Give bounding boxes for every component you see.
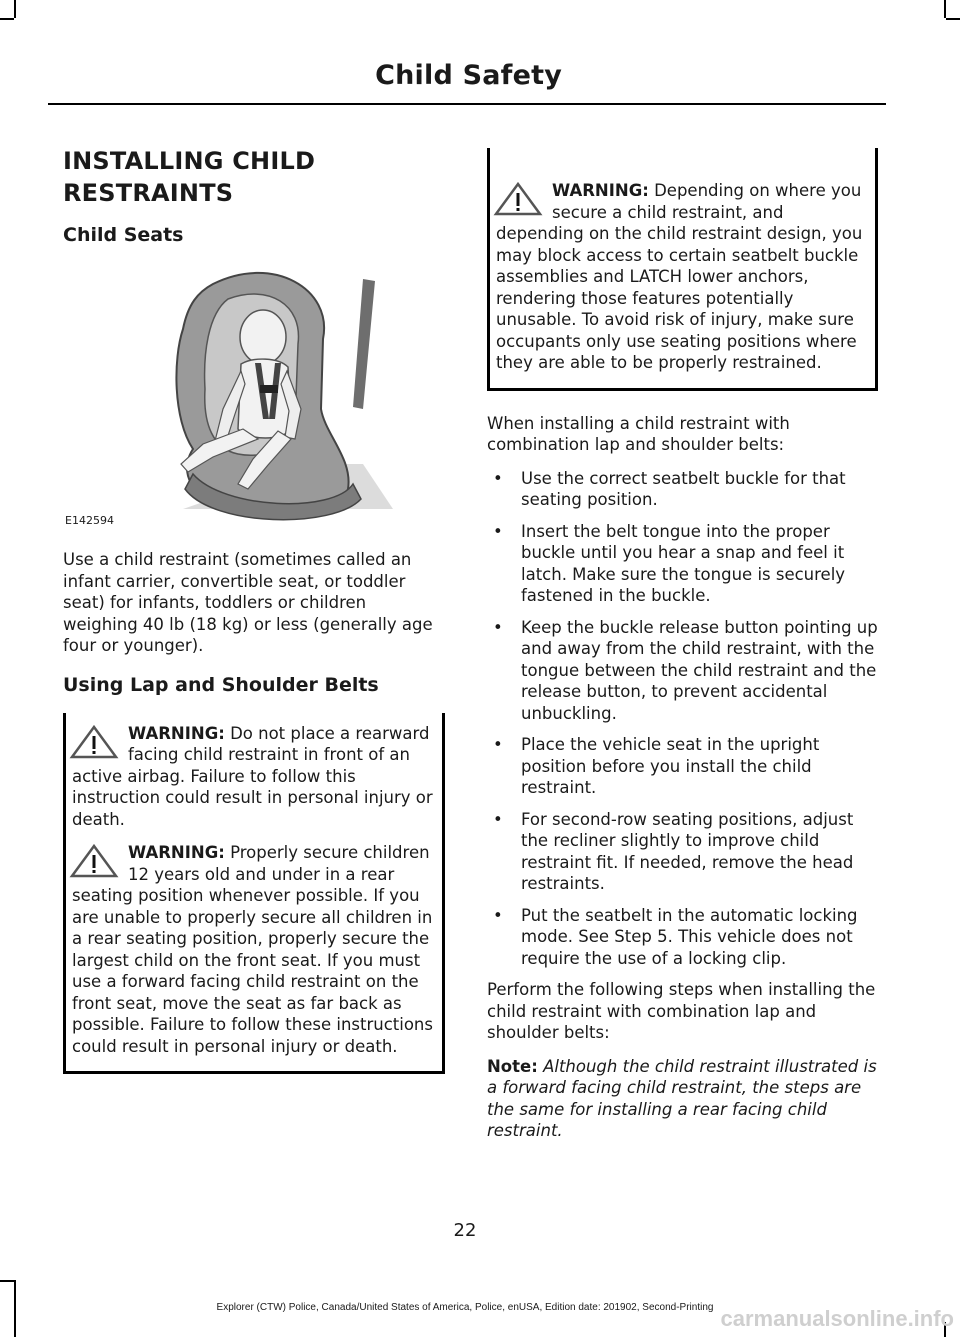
section-heading: INSTALLING CHILD RESTRAINTS — [63, 147, 316, 207]
child-seat-drawing — [63, 259, 445, 529]
note-paragraph — [487, 1056, 878, 1142]
left-column — [63, 145, 445, 1096]
list-item: • Insert the belt tongue into the proper buckle until you hear a snap and feel it latch. Make sure the tongue is securely fastened in the buckle. — [493, 521, 846, 605]
list-item: • Put the seatbelt in the automatic locking mode. See Step 5. This vehicle does not require the use of a locking clip. — [493, 905, 858, 968]
watermark: carmanualsonline.info — [720, 1306, 954, 1331]
child-seat-illustration — [63, 259, 445, 529]
intro-paragraph: Use a child restraint (sometimes called an infant carrier, convertible seat, or toddler seat) for infants, toddlers or children weighing 40 lb (18 kg) or less (generally age four or younger). — [63, 550, 433, 655]
warning-text: Do not place a rearward facing child restraint in front of an active airbag. Failure to follow this instruction could result in personal injury or death. — [72, 723, 433, 829]
warning-text: Depending on where you secure a child restraint, and depending on the child restraint design, you may block access to certain seatbelt buckle assemblies and LATCH lower anchors, rendering those features potentially unusable. To avoid risk of injury, make sure occupants only use seating positions where they are able to be properly restrained. — [496, 181, 863, 372]
crop-mark — [0, 1280, 14, 1282]
warning-box — [487, 148, 878, 391]
crop-mark — [14, 0, 16, 18]
warning-rear-seating — [72, 842, 436, 1057]
bullet-icon: • — [493, 468, 503, 488]
warning-label: WARNING: — [128, 843, 225, 862]
crop-mark — [946, 18, 960, 20]
list-item: • Use the correct seatbelt buckle for that seating position. — [493, 468, 846, 509]
bullet-icon: • — [493, 905, 503, 925]
list-item: • For second-row seating positions, adjust the recliner slightly to improve child restraint fit. If needed, remove the head restraints. — [493, 809, 854, 893]
bullet-icon: • — [493, 521, 503, 541]
bullet-icon: • — [493, 735, 503, 754]
warning-text: Properly secure children 12 years old and under in a rear seating position whenever possible. If you are unable to properly secure all children in a rear seating position, properly secure the largest child on the front seat. If you must use a forward facing child restraint on the front seat, move the seat as far back as possible. Failure to follow these instructions could result in personal injury or death. — [72, 843, 433, 1056]
installation-checklist — [487, 468, 878, 970]
page-header-title: Child Safety — [375, 60, 562, 91]
note-text: Although the child restraint illustrated is a forward facing child restraint, the steps are the same for installing a rear facing child restraint. — [487, 1056, 877, 1140]
bullet-icon: • — [493, 809, 503, 829]
subheading-child-seats: Child Seats — [63, 224, 184, 246]
warning-label: WARNING: — [128, 723, 225, 743]
list-item: • Place the vehicle seat in the upright position before you install the child restraint. — [493, 735, 820, 797]
warning-triangle-icon — [490, 182, 546, 216]
crop-mark — [0, 18, 14, 20]
subheading-lap-shoulder-belts: Using Lap and Shoulder Belts — [63, 673, 379, 696]
warning-label: WARNING: — [552, 181, 649, 200]
right-column — [487, 148, 878, 1154]
page-number: 22 — [453, 1220, 477, 1241]
lead-paragraph: When installing a child restraint with combination lap and shoulder belts: — [487, 413, 790, 454]
footer-edition-info: Explorer (CTW) Police, Canada/United States of America, Police, enUSA, Edition date: 201902, Second-Printing — [216, 1302, 714, 1313]
figure-code: E142594 — [65, 514, 114, 527]
steps-paragraph: Perform the following steps when installing the child restraint with combination lap and shoulder belts: — [487, 980, 876, 1042]
warning-box — [63, 713, 445, 1075]
warning-triangle-icon — [66, 844, 122, 878]
bullet-icon: • — [493, 617, 503, 637]
note-label: Note: — [487, 1056, 538, 1076]
list-item: • Keep the buckle release button pointing up and away from the child restraint, with the tongue between the child restraint and the release button, to prevent accidental unbuckling. — [493, 617, 878, 723]
warning-seatbelt-access — [496, 180, 869, 374]
header-divider — [48, 103, 886, 105]
crop-mark — [944, 0, 946, 18]
warning-triangle-icon — [66, 725, 122, 759]
warning-airbag — [72, 723, 436, 831]
